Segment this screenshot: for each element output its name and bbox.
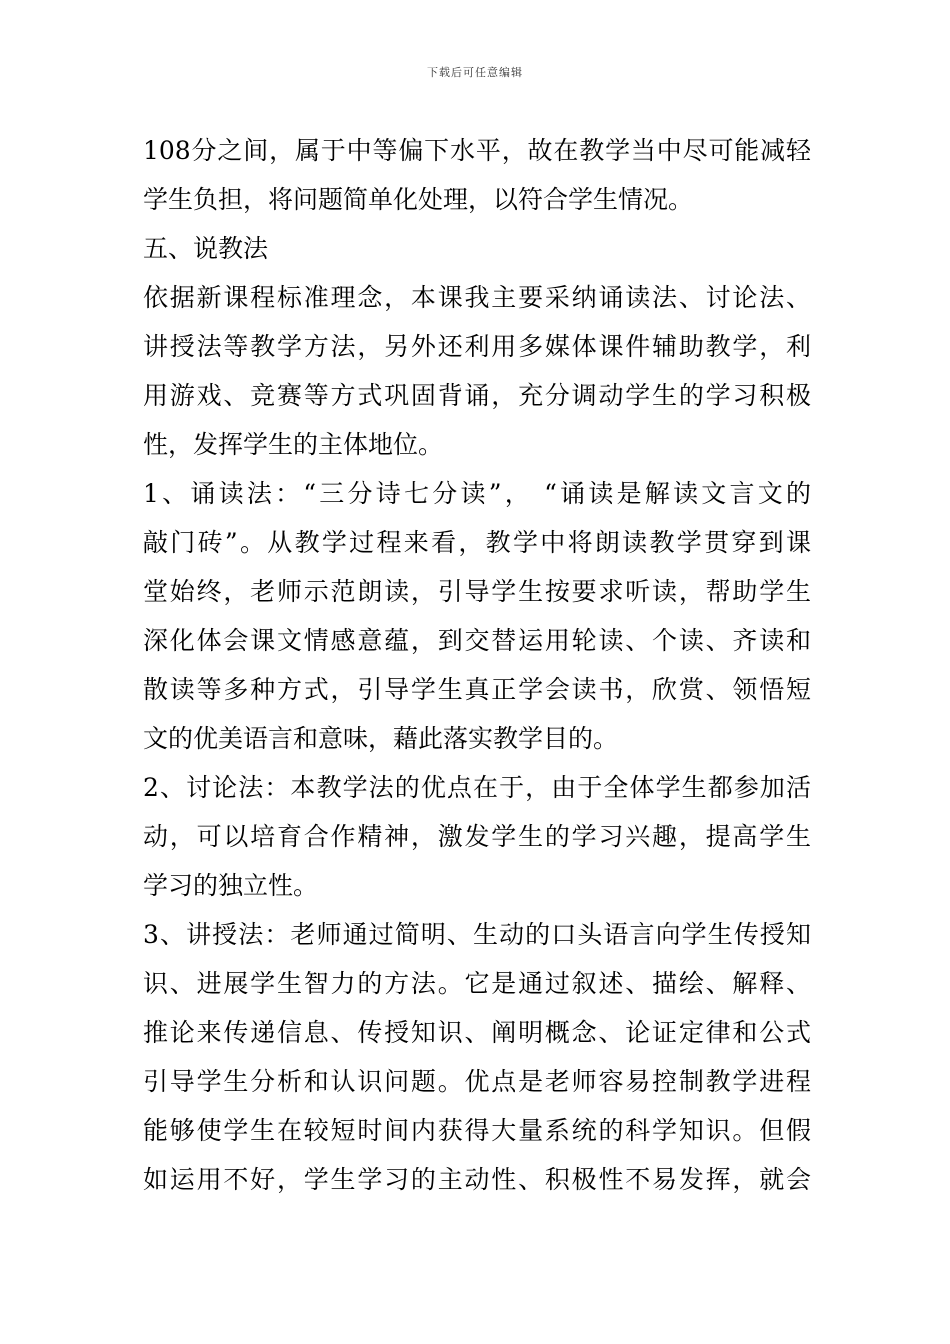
document-body [143, 126, 811, 1204]
text-line: 学生负担，将问题简单化处理，以符合学生情况。 [143, 185, 694, 214]
text-line: 如运用不好，学生学习的主动性、积极性不易发挥，就会 [143, 1165, 811, 1194]
text-line: 引导学生分析和认识问题。优点是老师容易控制教学进程 [143, 1067, 811, 1096]
text-line: 3、讲授法：老师通过简明、生动的口头语言向学生传授知 [143, 920, 811, 949]
text-line: 2、讨论法：本教学法的优点在于，由于全体学生都参加活 [143, 773, 811, 802]
text-line: 敲门砖”。从教学过程来看，教学中将朗读教学贯穿到课 [143, 528, 811, 557]
section-heading: 五、说教法 [143, 234, 269, 263]
text-line: 学习的独立性。 [143, 871, 319, 900]
text-line: 依据新课程标准理念，本课我主要采纳诵读法、讨论法、 [143, 283, 811, 312]
text-line: 深化体会课文情感意蕴，到交替运用轮读、个读、齐读和 [143, 626, 811, 655]
text-line: 性，发挥学生的主体地位。 [143, 430, 444, 459]
page-header-watermark: 下载后可任意编辑 [427, 66, 523, 79]
text-line: 能够使学生在较短时间内获得大量系统的科学知识。但假 [143, 1116, 811, 1145]
text-line: 推论来传递信息、传授知识、阐明概念、论证定律和公式 [143, 1018, 811, 1047]
text-line: 识、进展学生智力的方法。它是通过叙述、描绘、解释、 [143, 969, 811, 998]
text-line: 堂始终，老师示范朗读，引导学生按要求听读，帮助学生 [143, 577, 811, 606]
text-line: 讲授法等教学方法，另外还利用多媒体课件辅助教学，利 [143, 332, 811, 361]
text-line: 1、诵读法：“三分诗七分读”， “诵读是解读文言文的 [143, 479, 811, 508]
text-line: 108分之间，属于中等偏下水平，故在教学当中尽可能减轻 [143, 136, 811, 165]
text-line: 文的优美语言和意味，藉此落实教学目的。 [143, 724, 619, 753]
text-line: 用游戏、竞赛等方式巩固背诵，充分调动学生的学习积极 [143, 381, 811, 410]
text-line: 散读等多种方式，引导学生真正学会读书，欣赏、领悟短 [143, 675, 811, 704]
text-line: 动，可以培育合作精神，激发学生的学习兴趣，提高学生 [143, 822, 811, 851]
